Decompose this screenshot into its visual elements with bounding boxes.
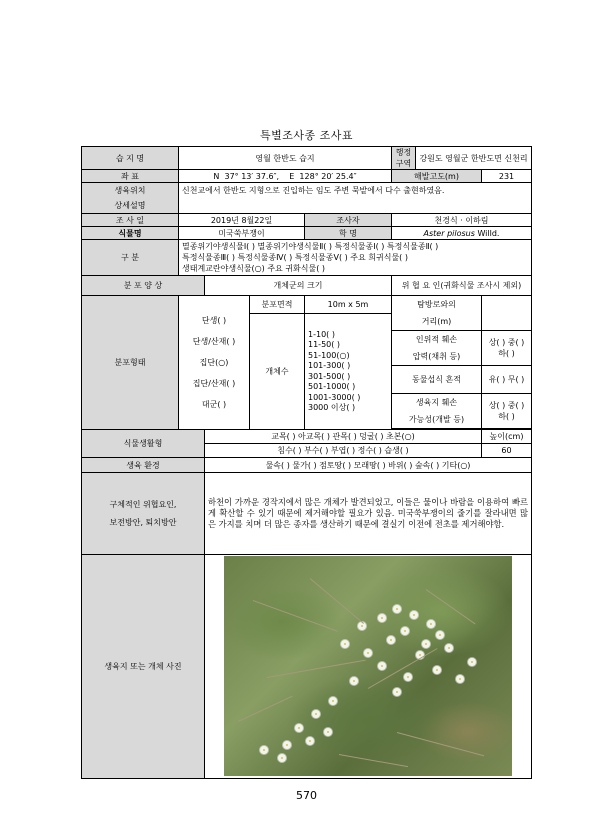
- plant-stem: [253, 600, 338, 632]
- environment-label: 생육 환경: [82, 458, 205, 473]
- height-label: 높이(cm): [482, 430, 532, 444]
- lifeform-line-2: 침수( ) 부수( ) 부엽( ) 정수( ) 습생( ): [205, 444, 482, 458]
- measures-label: 구체적인 위협요인, 보전방안, 퇴치방안: [82, 473, 205, 555]
- plant-stem: [397, 732, 484, 756]
- distribution-form-label: 분포형태: [82, 296, 179, 430]
- distribution-form-options: [179, 296, 250, 430]
- location-label: 생육위치 상세설명: [82, 183, 179, 214]
- aster-flower: [436, 631, 444, 639]
- measures-text: 하천이 가까운 경작지에서 많은 개체가 발견되었고, 이들은 물이나 바람을 이용하여 빠르게 확산할 수 있기 때문에 제거해야할 필요가 있음. 미국쑥부쟁이의 줄기를 잘라내면 많은 가지를 치며 더 많은 종자를 생산하기 때문에 결실기 이전에 전초를 제거해야함.: [205, 473, 532, 555]
- aster-flower: [393, 605, 401, 613]
- scientific-name-genus-species: Aster pilosus: [423, 228, 475, 238]
- aster-flower: [456, 675, 464, 683]
- category-line: 멸종위기야생식물Ⅰ( ) 멸종위기야생식물Ⅱ( ) 특정식물종Ⅰ( ) 특정식물종Ⅱ( ): [182, 242, 439, 251]
- photo-cell: [205, 555, 532, 779]
- count-option: 3000 이상( ): [308, 403, 356, 412]
- surveyor-value: 천경식 · 이하림: [392, 214, 532, 227]
- lifeform-label: 식물생활형: [82, 430, 205, 458]
- aster-flower: [329, 697, 337, 705]
- aster-flower: [260, 746, 268, 754]
- aster-flower: [401, 627, 409, 635]
- survey-date-label: 조 사 일: [82, 214, 179, 227]
- plant-stem: [267, 660, 366, 678]
- population-size-header: 개체군의 크기: [205, 276, 392, 296]
- aster-flower: [278, 754, 286, 762]
- area-label: 분포면적: [250, 296, 305, 314]
- survey-table: [81, 146, 532, 779]
- surveyor-label: 조사자: [305, 214, 392, 227]
- threat-trail-distance-value: [482, 296, 532, 331]
- plant-stem: [425, 589, 475, 624]
- coords-e-value: 128° 20′ 25.4″: [299, 171, 357, 181]
- habitat-photo: [224, 556, 512, 776]
- distribution-form-option: 대군( ): [201, 400, 227, 409]
- plant-stem: [310, 578, 364, 624]
- aster-flower: [364, 649, 372, 657]
- aster-flower: [433, 666, 441, 674]
- aster-flower: [427, 620, 435, 628]
- distribution-form-option: 단생/산재( ): [192, 337, 236, 346]
- category-value: [179, 240, 532, 276]
- aster-flower: [393, 688, 401, 696]
- aster-flower: [378, 614, 386, 622]
- coords-value: [179, 170, 392, 183]
- aster-flower: [410, 611, 418, 619]
- plant-korean-name: 미국쑥부쟁이: [179, 227, 305, 240]
- page-title: 특별조사종 조사표: [259, 129, 353, 142]
- count-label: 개체수: [250, 314, 305, 430]
- plant-stem: [238, 696, 293, 722]
- threat-habitat-damage-label: 생육지 훼손 가능성(개발 등): [392, 394, 482, 429]
- aster-flower: [283, 741, 291, 749]
- area-value: 10m x 5m: [305, 296, 392, 314]
- wetland-label: 습 지 명: [82, 147, 179, 170]
- coords-label: 좌 표: [82, 170, 179, 183]
- count-option: 51-100(○): [308, 350, 350, 360]
- aster-flower: [387, 636, 395, 644]
- scientific-name-author: Willd.: [477, 228, 500, 238]
- aster-flower: [341, 640, 349, 648]
- threat-animal-feeding-value: 유( ) 무( ): [482, 366, 532, 394]
- distribution-form-option: 집단/산재( ): [192, 379, 236, 388]
- count-options: [305, 314, 392, 430]
- count-option: 1001-3000( ): [308, 392, 361, 402]
- aster-flower: [445, 644, 453, 652]
- count-option: 501-1000( ): [308, 382, 356, 391]
- distribution-form-option: 단생( ): [201, 316, 227, 325]
- aster-flower: [378, 662, 386, 670]
- coords-n-label: N: [213, 171, 220, 181]
- threat-trail-distance-label: 탐방로와의 거리(m): [392, 296, 482, 331]
- aster-flower: [350, 677, 358, 685]
- elevation-label: 해발고도(m): [392, 170, 482, 183]
- environment-value: 물속( ) 물가( ) 점토땅( ) 모래땅( ) 바위( ) 숲속( ) 기타(○): [205, 458, 532, 473]
- distribution-form-option: 집단(○): [199, 358, 229, 367]
- admin-value: 강원도 영월군 한반도면 신천리: [416, 147, 532, 170]
- aster-flower: [404, 673, 412, 681]
- admin-label: 행정구역: [392, 147, 416, 170]
- wetland-value: 영월 한반도 습지: [179, 147, 392, 170]
- coords-n-value: 37° 13′ 37.6″,: [224, 171, 280, 181]
- scientific-name-label: 학 명: [305, 227, 392, 240]
- threat-human-pressure-label: 인위적 훼손 압력(채취 등): [392, 331, 482, 366]
- count-option: 1-10( ): [308, 329, 335, 339]
- elevation-value: 231: [482, 170, 532, 183]
- count-option: 101-300( ): [308, 361, 351, 370]
- coords-e-label: E: [289, 171, 295, 181]
- threat-human-pressure-value: 상( ) 중( ) 하( ): [482, 331, 532, 366]
- plant-name-label: 식물명: [82, 227, 179, 240]
- aster-flower: [324, 728, 332, 736]
- category-label: 구 분: [82, 240, 179, 276]
- lifeform-line-1: 교목( ) 아교목( ) 관목( ) 덩굴( ) 초본(○): [205, 430, 482, 444]
- page-number: 570: [296, 789, 317, 802]
- aster-flower: [312, 710, 320, 718]
- threat-factors-header: 위 협 요 인(귀화식물 조사시 제외): [392, 276, 532, 296]
- distribution-pattern-header: 분 포 양 상: [82, 276, 205, 296]
- photo-label: 생육지 또는 개체 사진: [82, 555, 205, 779]
- height-value: 60: [482, 444, 532, 458]
- count-option: 11-50( ): [308, 340, 341, 349]
- aster-flower: [422, 640, 430, 648]
- threat-animal-feeding-label: 동물섭식 흔적: [392, 366, 482, 394]
- aster-flower: [468, 658, 476, 666]
- aster-flower: [295, 724, 303, 732]
- survey-date-value: 2019년 8월22일: [179, 214, 305, 227]
- category-line: 특정식물종Ⅲ( ) 특정식물종Ⅳ( ) 특정식물종Ⅴ( ) 주요 희귀식물( ): [182, 253, 408, 262]
- plant-stem: [339, 754, 408, 767]
- count-option: 301-500( ): [308, 371, 351, 381]
- category-line: 생태계교란야생식물(○) 주요 귀화식물( ): [182, 264, 326, 273]
- aster-flower: [306, 737, 314, 745]
- threat-habitat-damage-value: 상( ) 중( ) 하( ): [482, 394, 532, 429]
- scientific-name-value: [392, 227, 532, 240]
- location-value: 신천교에서 한반도 지형으로 진입하는 임도 주변 묵밭에서 다수 출현하였음.: [179, 183, 532, 214]
